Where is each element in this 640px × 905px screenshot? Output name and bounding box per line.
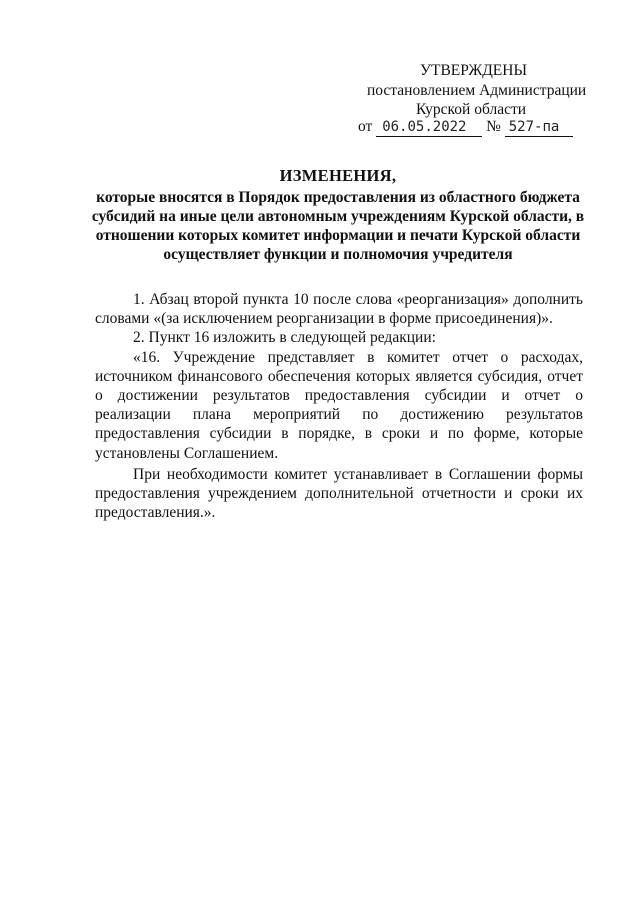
approval-date-number <box>358 118 573 137</box>
approval-region: Курской области <box>416 101 527 118</box>
heading-title: ИЗМЕНЕНИЯ, <box>279 166 397 185</box>
document-heading <box>88 166 588 264</box>
paragraph-1: 1. Абзац второй пункта 10 после слова «реорганизация» дополнить словами «(за исключением реорганизации в форме присоединения)». <box>95 291 583 328</box>
paragraph-2: 2. Пункт 16 изложить в следующей редакции: <box>133 329 436 347</box>
document-body <box>95 290 583 522</box>
heading-line: субсидий на иные цели автономным учреждениям Курской области, в <box>91 208 585 225</box>
heading-line: осуществляет функции и полномочия учредителя <box>163 246 513 263</box>
date-prefix: от <box>358 118 373 135</box>
approval-date: 06.05.2022 <box>376 118 482 137</box>
heading-line: которые вносятся в Порядок предоставления из областного бюджета <box>96 189 580 206</box>
paragraph-4: При необходимости комитет устанавливает в Соглашении формы предоставления учреждением дополнительной отчетности и сроки их предоставления.». <box>95 465 583 522</box>
approval-issuer: постановлением Администрации <box>367 82 587 99</box>
paragraph-3: «16. Учреждение представляет в комитет отчет о расходах, источником финансового обеспечения которых является субсидия, отчет о достижении результатов предоставления субсидии и отчет о реализации плана мероприятий по достижению результатов предоставления субсидии в порядке, в сроки и по форме, которые установлены Соглашением. <box>95 348 583 462</box>
heading-line: отношении которых комитет информации и печати Курской области <box>95 227 581 244</box>
number-prefix: № <box>486 118 501 135</box>
approval-number: 527-па <box>505 118 573 137</box>
approval-title: УТВЕРЖДЕНЫ <box>420 62 527 79</box>
